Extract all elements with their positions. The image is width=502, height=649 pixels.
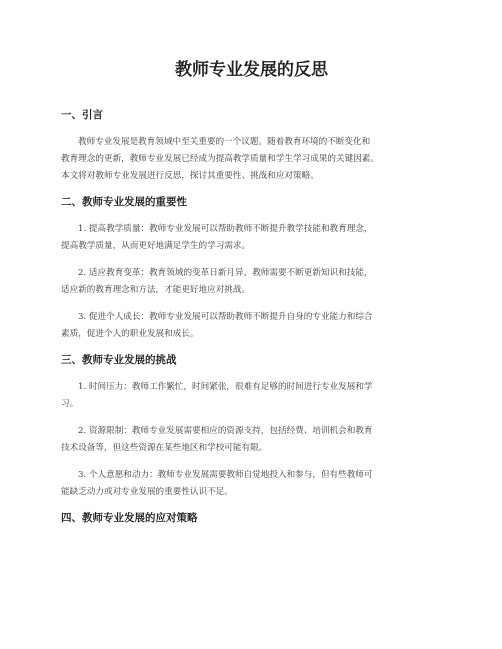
- paragraph-line: 1. 时间压力：教师工作繁忙，时间紧张，很难有足够的时间进行专业发展和学: [78, 382, 373, 392]
- section-heading: 四、教师专业发展的应对策略: [61, 512, 198, 524]
- paragraph-line: 能缺乏动力或对专业发展的重要性认识不足。: [61, 487, 233, 497]
- paragraph: [61, 379, 442, 413]
- paragraph-line: 2. 适应教育变革：教育领域的变革日新月异，教师需要不断更新知识和技能，: [78, 268, 373, 278]
- paragraph-line: 2. 资源限制：教师专业发展需要相应的资源支持，包括经费、培训机会和教育: [78, 426, 373, 436]
- section-heading: 三、教师专业发展的挑战: [61, 354, 177, 366]
- paragraph-line: 3. 促进个人成长：教师专业发展可以帮助教师不断提升自身的专业能力和综合: [78, 312, 373, 322]
- document-title: 教师专业发展的反思: [175, 60, 328, 80]
- paragraph-line: 3. 个人意愿和动力：教师专业发展需要教师自觉地投入和参与，但有些教师可: [78, 470, 373, 480]
- paragraph-line: 技术设备等，但这些资源在某些地区和学校可能有限。: [61, 443, 268, 453]
- paragraph-line: 适应新的教育理念和方法，才能更好地应对挑战。: [61, 285, 251, 295]
- paragraph-line: 素质，促进个人的职业发展和成长。: [61, 329, 199, 339]
- section-importance: [61, 195, 442, 343]
- paragraph: [61, 423, 442, 457]
- paragraph-line: 本文将对教师专业发展进行反思，探讨其重要性、挑战和应对策略。: [61, 171, 319, 181]
- paragraph: [61, 309, 442, 343]
- section-heading: 一、引言: [61, 109, 103, 121]
- paragraph: [61, 265, 442, 299]
- paragraph: [61, 134, 442, 185]
- paragraph: [61, 221, 442, 255]
- section-heading: 二、教师专业发展的重要性: [61, 196, 187, 208]
- section-introduction: [61, 108, 442, 185]
- paragraph-line: 习。: [61, 399, 79, 409]
- section-strategies: [61, 511, 442, 526]
- paragraph-line: 教育理念的更新，教师专业发展已经成为提高教学质量和学生学习成果的关键因素。: [61, 154, 379, 164]
- paragraph-line: 提高教学质量，从而更好地满足学生的学习需求。: [61, 241, 251, 251]
- paragraph-line: 教师专业发展是教育领域中至关重要的一个议题。随着教育环境的不断变化和: [78, 137, 371, 147]
- paragraph-line: 1. 提高教学质量：教师专业发展可以帮助教师不断提升教学技能和教育理念，: [78, 224, 373, 234]
- section-challenges: [61, 353, 442, 501]
- paragraph: [61, 467, 442, 501]
